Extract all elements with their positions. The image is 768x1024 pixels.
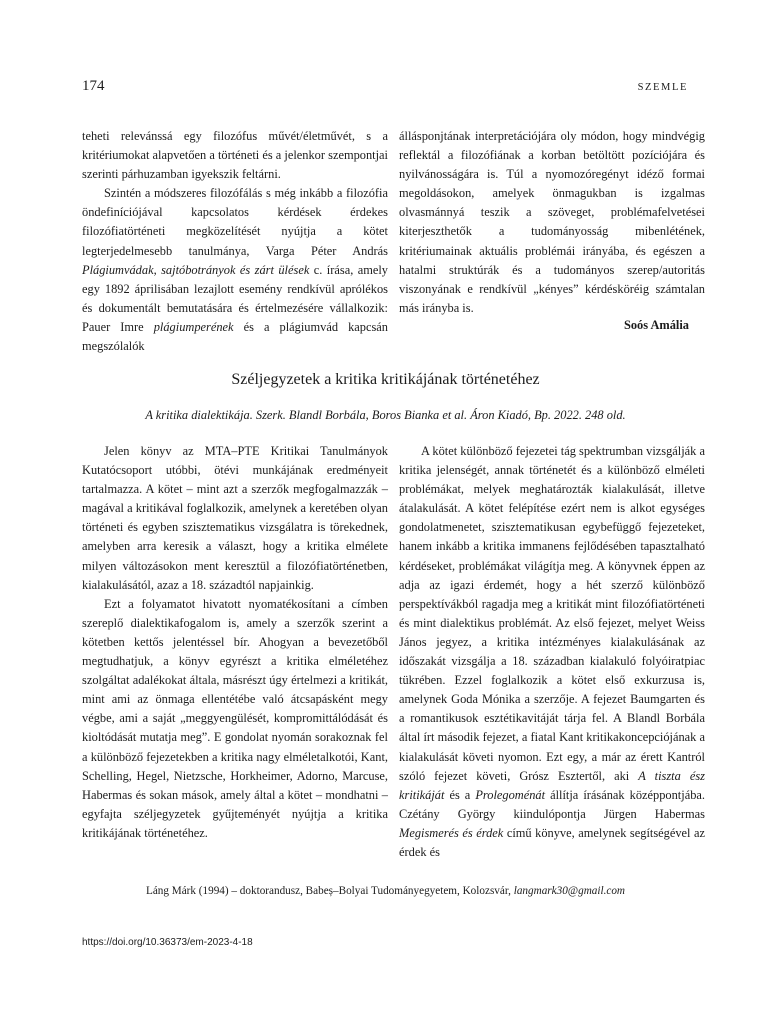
- doi-link[interactable]: https://doi.org/10.36373/em-2023-4-18: [82, 937, 253, 948]
- paragraph: Szintén a módszeres filozófálás s még inkább a filozófia öndefiníciójával kapcsolatos kérdések érdekes filozófiatörténeti megközelítését nyújtja a kötet legterjedelmesebb tanulmánya, Varga Péter András Plágiumvádak, sajtóbotrányok és zárt ülések c. írása, amely egy 1892 áprilisában lezajlott esemény rendkívül aprólékos és dokumentált bemutatására és értelmezésére vállalkozik: Pauer Imre plágiumperének és a plágiumvád kapcsán megszólalók: [82, 186, 388, 354]
- page-number: 174: [82, 78, 105, 94]
- author-note: Láng Márk (1994) – doktorandusz, Babeș–Bolyai Tudományegyetem, Kolozsvár, langmark30@gmail.com: [145, 885, 626, 897]
- review-bibliographic-line: A kritika dialektikája. Szerk. Blandl Borbála, Boros Bianka et al. Áron Kiadó, Bp. 2022. 248 old.: [145, 408, 626, 422]
- review-right-column: [399, 442, 705, 862]
- reviewer-signature: Soós Amália: [623, 318, 689, 332]
- author-email-link[interactable]: langmark30@gmail.com: [513, 885, 626, 897]
- paragraph: Ezt a folyamatot hivatott nyomatékosítani a címben szereplő dialektikafogalom is, amely a szerzők szerint a kötetben kettős jelentéssel bír. Ahogyan a bevezetőből megtudhatjuk, a könyv egyrészt a kritika elméletéhez szolgáltat adalékokat általa, másrészt úgy értelmezi a kritikát, mint ami az önmaga ellentétébe való átcsapásként megy végbe, ami a saját „meggyengülését, kompromittálódását és kioltódását mutatja meg”. E gondolat nyomán sorakoznak fel a különböző fejezetekben a kritika nagy elméletalkotói, Kant, Schelling, Hegel, Nietzsche, Horkheimer, Adorno, Marcuse, Habermas és sokan mások, amely által a kötet – mondhatni – egyfajta széljegyzetek gyűjteményét nyújtja a kritika kritikájának történetéhez.: [82, 596, 388, 840]
- paragraph: állásponjtának interpretációjára oly módon, hogy mindvégig reflektál a filozófiának a korban betöltött pozíciójára és nyilvánosságára is. Túl a nyomozóregényt idéző formai megoldásokon, amelyek önmagukban is izgalmas olvasmánnyá teszik a szöveget, problémafelvetései kiterjeszthetők a tudományosság mibenlétének, kritériumainak aktuális problémái irányába, és egészen a hatalmi struktúrák és a tudományos szerep/autoritás viszonyának e rendkívül „kényes” kérdésköréig számtalan más irányba is.: [399, 129, 705, 315]
- paragraph: teheti relevánssá egy filozófus művét/életművét, s a kritériumokat alapvetően a történeti és a jelenkor szempontjai szerinti párhuzamban igyekszik feltárni.: [82, 129, 388, 182]
- prev-review-right-column: [399, 127, 705, 318]
- paragraph: A kötet különböző fejezetei tág spektrumban vizsgálják a kritika jelenségét, annak történetét és a különböző elméleti problémákat, melyek meghatározták kialakulását, illetve átalakulását. A kötet felépítése ezért nem is alkot egységes gondolatmenetet, szisztematikusan egybefüggő fejezeteket, hanem inkább a kritika immanens fejlődésében tapasztalható kérdéseket, problémákat világítja meg. A könyvnek éppen az adja az igazi érdemét, hogy a hét szerző különböző perspektívákból ragadja meg a kritikát mint filozófiatörténeti és mint dialektikus problémát. Az első fejezet, melyet Weiss János jegyez, a kritika intézményes kialakulásának az időszakát vizsgálja a 18. században kialakuló folyóiratpiac tükrében. Ezzel foglalkozik a kötet első exkurzusa is, amelynek Goda Mónika a szerzője. A fejezet Baumgarten és a romantikusok esztétikavitáját tárja fel. A Blandl Borbála által írt második fejezet, a fiatal Kant kritikakoncepciójának a kialakulását követi nyomon. Ezt egy, a már az érett Kantról szóló fejezet követi, Grósz Esztertől, aki A tiszta ész kritikáját és a Prolegoménát állítja írásának középpontjába. Czétány György kiindulópontja Jürgen Habermas Megismerés és érdek című könyve, amelynek segítségével az érdek és: [399, 444, 706, 859]
- review-left-column: [82, 442, 388, 843]
- review-title: Széljegyzetek a kritika kritikájának történetéhez: [231, 371, 540, 388]
- paragraph: Jelen könyv az MTA–PTE Kritikai Tanulmányok Kutatócsoport utóbbi, ötévi munkájának eredményeit tartalmazza. A kötet – mint azt a szerzők megfogalmazzák – magával a kritikával foglalkozik, amelynek a keretében olyan történeti és egyben szisztematikus vizsgálatra is törekednek, amelyben arra keresik a választ, hogy a kritika elmélete milyen változásokon ment keresztül a filozófiatörténetben, kialakulásától, azaz a 18. századtól napjainkig.: [82, 444, 388, 592]
- prev-review-left-column: [82, 127, 388, 356]
- running-head: SZEMLE: [637, 82, 688, 93]
